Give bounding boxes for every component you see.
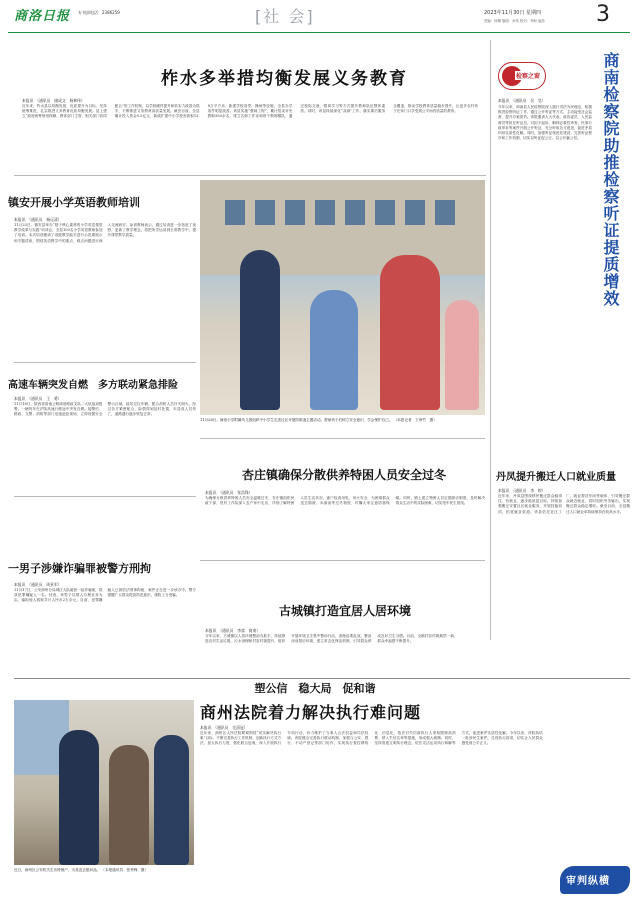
rule-fraud-top xyxy=(14,496,196,497)
badge-label: 检察之窗 xyxy=(516,73,541,80)
headline-shangnan-procuratorate: 商南检察院助推检察听证提质增效 xyxy=(601,52,620,307)
body-xingzhuang: 为确保分散供养特困人员安全温暖过冬，杏庄镇组织民政干部、驻村工作队深入农户家中走访，详细了解特困人员生活状况，逐户检查用电、用火安全，为困难群众送去棉被、米面油等过冬物资，叮嘱大家注意防寒保暖。同时，镇上建立特困人员定期探访制度，及时解决群众生活中的实际困难，切实兜牢民生底线。 xyxy=(205,496,485,506)
byline-gucheng: 本报讯 （通讯员 李富 商南） xyxy=(205,628,261,633)
body-zhenan: 11月23日，镇安县举办“基于核心素养的小学英语课堂教学改革与实践”培训会，全县100名小学英语教师参加了培训。本次培训邀请了省级教学能手进行示范课展示和专题讲座，围绕英语教学中的重点、难点问题进行深入交流研讨。参训教师表示，通过培训进一步拓宽了视野，更新了教学理念，将把所学运用到日常教学中，提升课堂教学质量。 xyxy=(14,223,196,243)
issue-date: 2023年11月30日 星期四 xyxy=(484,10,542,16)
figure-child-center xyxy=(310,290,358,410)
figure-adult-right xyxy=(380,255,440,410)
byline-danfeng: 本报讯 （通讯员 李 婷） xyxy=(498,488,546,493)
section-label: 社 会 xyxy=(263,7,307,26)
hotline-label: 专刊部电话：2386259 xyxy=(78,10,120,15)
byline-highway: 本报讯 （通讯员 王 勇） xyxy=(14,396,62,401)
body-procuratorate: 今年以来，商南县人民检察院深入践行司法为民理念，积极推进检察听证工作，通过公开听证等方式，主动接受社会监督，提升办案质效。该院邀请人大代表、政协委员、人民监督员等担任听证员，对拟不起诉、羁押必要性审查、民事行政申诉等案件开展公开听证，充分听取各方意见，促进矛盾纠纷实质性化解。同时，加强听证规范化建设，完善听证程序和工作机制，切实以听证促公正，以公开赢公信。 xyxy=(498,105,592,141)
headline-shangzhou-court: 商州法院着力解决执行难问题 xyxy=(200,703,422,722)
photo1-caption-text: 11月28日，商洛小学附属幼儿园组织中小学生走进社区开展防欺凌主题活动，帮助孩子们树立安全意识，学会保护自己。 xyxy=(200,418,393,422)
window-row xyxy=(225,200,455,225)
kindergarten-photo xyxy=(200,180,485,415)
page-number: 3 xyxy=(596,2,610,27)
court-slogan: 塑公信 稳大局 促和谐 xyxy=(254,682,376,695)
body-fraud: 11月17日，公安商州分局城区大队破获一起诈骗案，抓获犯罪嫌疑人一名。经查，该男子以帮人办理业务为由，骗取他人钱财共计人民币2万余元。目前，犯罪嫌疑人已被依法刑事拘留，案件正在进一步侦办中。警方提醒广大群众提高防范意识，谨防上当受骗。 xyxy=(14,588,196,603)
body-zhashui: 近年来，柞水县以均衡发展、优质提升为目标，坚持统筹推进，扎实推进义务教育优质均衡发展。县上建立“政府统筹规划保障、教体部门主管、相关部门协同配合”的工作机制，以学校硬件提升和软实力改善为抓手，不断推进义务教育高质量发展。截至目前，全县累计投入资金5.5亿元，新改扩建中小学校舍面积13.8万平方米，新建学校食堂、操场等设施，全县办学条件明显改善。该县实施“强师工程”，累计招录补充教师350余名，建立名师工作室和骨干教师梯队，通过校际交流、跟岗学习等方式提升教师队伍整体素质。同时，该县持续深化“双减”工作，落实课后服务全覆盖，推动学校教育质量稳步提升，让更多农村孩子在家门口享受到公平而有质量的教育。 xyxy=(22,104,478,119)
photo2-caption xyxy=(14,868,194,873)
masthead-rule xyxy=(8,32,630,33)
body-highway: 11月18日，陕西省高速公路商洛路政支队二大队接到报警，一辆货车在沪陕高速行驶途中突发自燃。接警后，路政、交警、消防等部门迅速赶赴现场，立即设置安全警示区域，疏导过往车辆，配合消防人员扑灭明火。经过各方紧密配合，险情得到及时处置，未造成人员伤亡，道路通行逐步恢复正常。 xyxy=(14,402,196,417)
figure-police-right xyxy=(154,735,189,865)
headline-highway-fire: 高速车辆突发自燃 多方联动紧急排险 xyxy=(8,380,178,391)
photo1-caption xyxy=(200,418,485,423)
badge-text: 审判纵横 xyxy=(566,876,610,887)
headline-zhashui: 柞水多举措均衡发展义务教育 xyxy=(161,69,408,89)
photo1-credit: （本报记者 王章竹 摄） xyxy=(393,418,437,422)
figure-child-right xyxy=(445,300,479,410)
byline-zhenan: 本报讯 （通讯员 杨远清） xyxy=(14,217,62,222)
body-danfeng: 近年来，丹凤县围绕移民搬迁群众稳得住、有就业、逐步能致富目标，持续加强搬迁安置社区就业服务，开展技能培训，拓宽就业渠道。该县依托社区工厂、就业帮扶车间等载体，引导搬迁群众就近就业，同时组织劳务输出，实现搬迁群众稳定增收。截至目前，全县搬迁人口就业率持续保持在较高水平。 xyxy=(498,494,630,514)
rule-zhashui xyxy=(14,175,486,176)
column-divider xyxy=(490,40,491,640)
headline-xingzhuang: 杏庄镇确保分散供养特困人员安全过冬 xyxy=(241,468,446,482)
headline-fraud: 一男子涉嫌诈骗罪被警方刑拘 xyxy=(8,562,151,575)
byline-zhashui: 本报讯 （通讯员 储成文 杨林伟） xyxy=(22,98,85,103)
body-court: 近年来，商州区人民法院紧紧围绕“切实解决执行难”目标，不断完善执行工作机制，创新执行方式方法，加大执行力度，强化联合惩戒，深入开展执行专项行动，有力维护了当事人合法权益和司法权威。该院健全完善执行联动机制，加强与公安、银行、不动产登记等部门协作，实现执行查控网络化、信息化，依法对失信被执行人采取限制高消费、纳入失信名单等措施，形成强大威慑。同时，坚持善意文明执行理念，依法灵活运用执行和解等方式，促进案件实质性化解。今年以来，该院执结一批涉民生案件，兑现执行款项，切实让人民群众感受到公平正义。 xyxy=(200,731,543,746)
trial-column-badge xyxy=(560,858,630,898)
editors-line: 责编：杨琳 版面：孙茂 校对：李盼 编务 xyxy=(484,19,545,23)
byline-fraud: 本报讯 （通讯员 周亚军） xyxy=(14,582,62,587)
figure-adult-left xyxy=(240,250,280,410)
section-name: [社 会] xyxy=(255,7,315,26)
photo2-caption-text: 近日，商州区公安机关走访特困户，为其送去慰问品。 xyxy=(14,868,101,872)
figure-police-left xyxy=(59,730,99,865)
photo2-credit: （本报通讯员 张秀锋 摄） xyxy=(101,868,149,872)
headline-gucheng: 古城镇打造宜居人居环境 xyxy=(278,604,411,618)
police-visit-photo xyxy=(14,700,194,865)
byline-xingzhuang: 本报讯 （通讯员 张浩锋） xyxy=(205,490,253,495)
byline-procuratorate: 本报讯 （通讯员 吴 昊） xyxy=(498,98,546,103)
procuratorate-badge xyxy=(498,62,546,90)
rule-gucheng-top xyxy=(200,560,485,561)
newspaper-logo: 商洛日报 xyxy=(14,9,71,24)
rule-xingzhuang-top xyxy=(200,438,485,439)
byline-court: 本报讯 （通讯员 毛清冠） xyxy=(200,725,248,730)
rule-court-top xyxy=(14,678,630,679)
headline-danfeng: 丹凤提升搬迁人口就业质量 xyxy=(496,472,616,483)
rule-zhenan xyxy=(14,362,196,363)
masthead xyxy=(0,0,638,34)
headline-zhenan: 镇安开展小学英语教师培训 xyxy=(8,196,140,209)
body-gucheng: 今年以来，古城镇以人居环境整治为抓手，持续推进农村生活垃圾、污水治理和村容村貌提升，组织开展环境卫生集中整治行动，清理乱堆乱放，整治房前屋后环境，建立常态化保洁机制，引导群众养成良好卫生习惯。目前，全镇村容村貌焕然一新，群众幸福感不断提升。 xyxy=(205,634,458,644)
figure-elder xyxy=(109,745,149,865)
